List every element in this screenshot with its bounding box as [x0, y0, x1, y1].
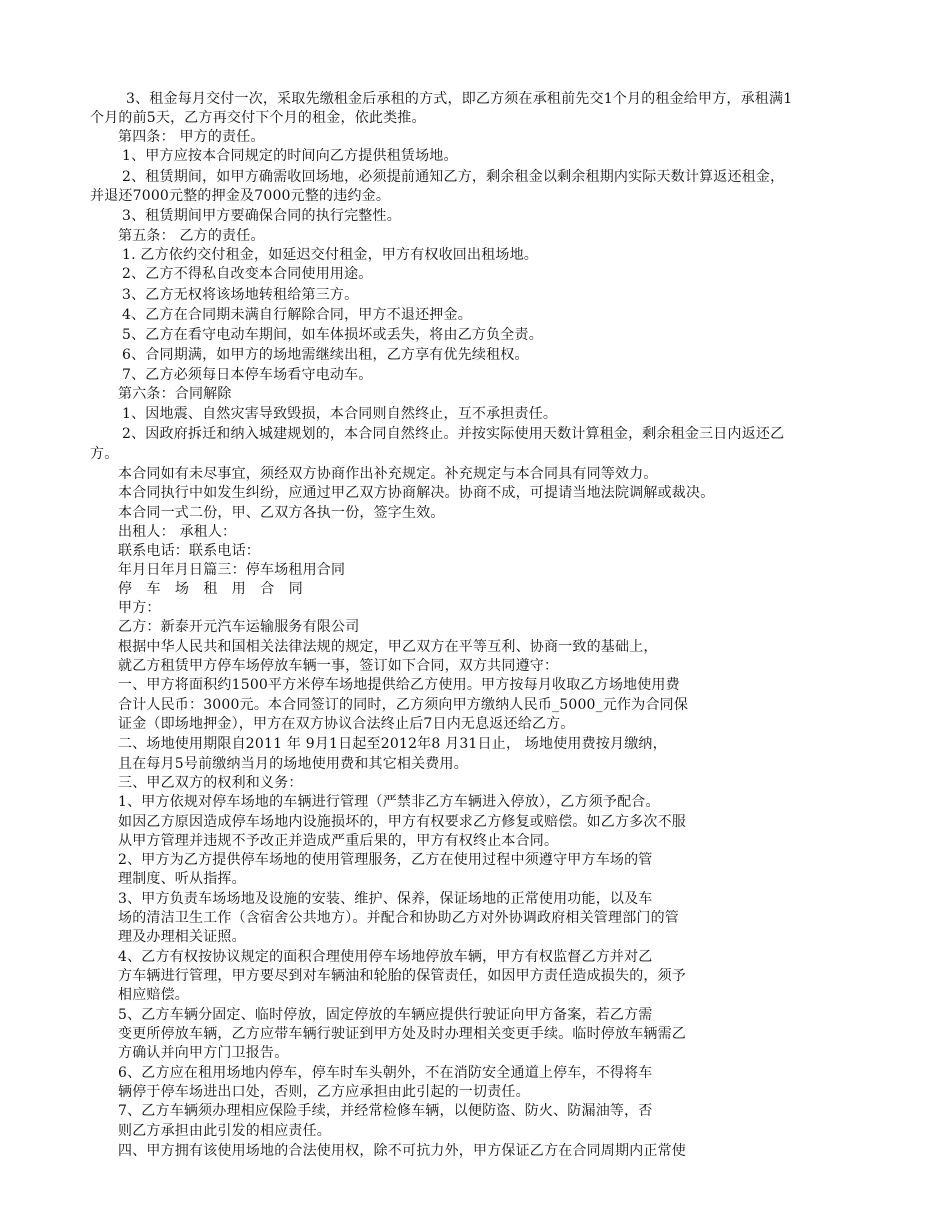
- text-line: 理制度、听从指挥。: [118, 871, 246, 887]
- text-line: 4、乙方有权按协议规定的面积合理使用停车场地停放车辆，甲方有权监督乙方并对乙: [118, 949, 653, 965]
- text-line: 证金（即场地押金），甲方在双方协议合法终止后7日内无息返还给乙方。: [118, 716, 575, 732]
- text-line: 3、甲方负责车场场地及设施的安装、维护、保养，保证场地的正常使用功能，以及车: [118, 891, 653, 907]
- text-line: 个月的前5天，乙方再交付下个月的租金，依此类推。: [90, 110, 426, 126]
- text-line: 2、租赁期间，如甲方确需收回场地，必须提前通知乙方，剩余租金以剩余租期内实际天数计算返还租金，: [122, 169, 785, 185]
- text-line: 7、乙方必须每日本停车场看守电动车。: [122, 367, 373, 383]
- text-line: 就乙方租赁甲方停车场停放车辆一事，签订如下合同，双方共同遵守：: [118, 658, 559, 674]
- text-line: 2、甲方为乙方提供停车场地的使用管理服务，乙方在使用过程中须遵守甲方车场的管: [118, 852, 653, 868]
- text-line: 本合同执行中如发生纠纷，应通过甲乙双方协商解决。协商不成，可提请当地法院调解或裁决。: [118, 485, 715, 501]
- text-line: 合计人民币：3000元。本合同签订的同时，乙方须向甲方缴纳人民币_5000_元作为合同保: [118, 697, 689, 713]
- text-line: 如因乙方原因造成停车场地内设施损坏的，甲方有权要求乙方修复或赔偿。如乙方多次不服: [118, 814, 686, 830]
- text-line: 则乙方承担由此引发的相应责任。: [118, 1123, 331, 1139]
- text-line: 理及办理相关证照。: [118, 929, 246, 945]
- text-line: 相应赔偿。: [118, 987, 189, 1003]
- text-line: 4、乙方在合同期未满自行解除合同，甲方不退还押金。: [122, 307, 472, 323]
- text-line: 二、场地使用期限自2011 年 9月1日起至2012年8 月31日止， 场地使用费按月缴纳，: [118, 736, 667, 752]
- contract-title: 停 车 场 租 用 合 同: [118, 581, 308, 597]
- text-line: 6、乙方应在租用场地内停车，停车时车头朝外，不在消防安全通道上停车，不得将车: [118, 1065, 653, 1081]
- text-line: 根据中华人民共和国相关法律法规的规定，甲乙双方在平等互利、协商一致的基础上，: [118, 639, 658, 655]
- text-line: 方。: [90, 446, 119, 462]
- text-line: 7、乙方车辆须办理相应保险手续，并经常检修车辆，以便防盗、防火、防漏油等，否: [118, 1103, 653, 1119]
- text-line: 从甲方管理并违规不予改正并造成严重后果的，甲方有权终止本合同。: [118, 833, 559, 849]
- text-line: 2、因政府拆迁和纳入城建规划的，本合同自然终止。并按实际使用天数计算租金，剩余租金三日内返还乙: [122, 426, 785, 442]
- text-line: 1、甲方应按本合同规定的时间向乙方提供租赁场地。: [122, 148, 458, 164]
- text-line: 3、乙方无权将该场地转租给第三方。: [122, 287, 359, 303]
- text-line: 方车辆进行管理，甲方要尽到对车辆油和轮胎的保管责任，如因甲方责任造成损失的，须予: [118, 968, 686, 984]
- text-line: 2、乙方不得私自改变本合同使用用途。: [122, 266, 373, 282]
- section-heading: 第六条：合同解除: [118, 386, 232, 402]
- text-line: 辆停于停车场进出口处，否则，乙方应承担由此引起的一切责任。: [118, 1084, 530, 1100]
- text-line: 且在每月5号前缴纳当月的场地使用费和其它相关费用。: [118, 756, 468, 772]
- section-heading: 第五条： 乙方的责任。: [118, 228, 265, 244]
- text-line: 方确认并向甲方门卫报告。: [118, 1045, 289, 1061]
- text-line: 6、合同期满，如甲方的场地需继续出租，乙方享有优先续租权。: [122, 347, 529, 363]
- contact-line: 联系电话：联系电话：: [118, 543, 260, 559]
- section-heading: 三、甲乙双方的权利和义务：: [118, 775, 303, 791]
- text-line: 本合同如有未尽事宜，须经双方协商作出补充规定。补充规定与本合同具有同等效力。: [118, 466, 658, 482]
- text-line: 本合同一式二份，甲、乙双方各执一份，签字生效。: [118, 505, 445, 521]
- text-line: 3、租金每月交付一次，采取先缴租金后承租的方式，即乙方须在承租前先交1个月的租金给甲方，承租满1: [126, 91, 793, 107]
- text-line: 3、租赁期间甲方要确保合同的执行完整性。: [122, 208, 401, 224]
- text-line: 1. 乙方依约交付租金，如延迟交付租金，甲方有权收回出租场地。: [122, 247, 539, 263]
- text-line: 并退还7000元整的押金及7000元整的违约金。: [90, 188, 391, 204]
- text-line: 变更所停放车辆，乙方应带车辆行驶证到甲方处及时办理相关变更手续。临时停放车辆需乙: [118, 1026, 686, 1042]
- party-b-line: 乙方：新泰开元汽车运输服务有限公司: [118, 619, 360, 635]
- text-line: 四、甲方拥有该使用场地的合法使用权，除不可抗力外，甲方保证乙方在合同周期内正常使: [118, 1143, 686, 1159]
- text-line: 场的清洁卫生工作（含宿舍公共地方）。并配合和协助乙方对外协调政府相关管理部门的管: [118, 910, 679, 926]
- section-heading: 第四条： 甲方的责任。: [118, 129, 265, 145]
- text-line: 5、乙方车辆分固定、临时停放，固定停放的车辆应提供行驶证向甲方备案，若乙方需: [118, 1007, 653, 1023]
- text-line: 一、甲方将面积约1500平方米停车场地提供给乙方使用。甲方按每月收取乙方场地使用费: [118, 677, 680, 693]
- text-line: 1、因地震、自然灾害导致毁损，本合同则自然终止，互不承担责任。: [122, 406, 558, 422]
- text-line: 年月日年月日篇三：停车场租用合同: [118, 562, 346, 578]
- signature-line: 出租人： 承租人：: [118, 524, 237, 540]
- text-line: 1、甲方依规对停车场地的车辆进行管理（严禁非乙方车辆进入停放），乙方须予配合。: [118, 794, 660, 810]
- text-line: 5、乙方在看守电动车期间，如车体损坏或丢失，将由乙方负全责。: [122, 327, 543, 343]
- party-a-line: 甲方：: [118, 600, 161, 616]
